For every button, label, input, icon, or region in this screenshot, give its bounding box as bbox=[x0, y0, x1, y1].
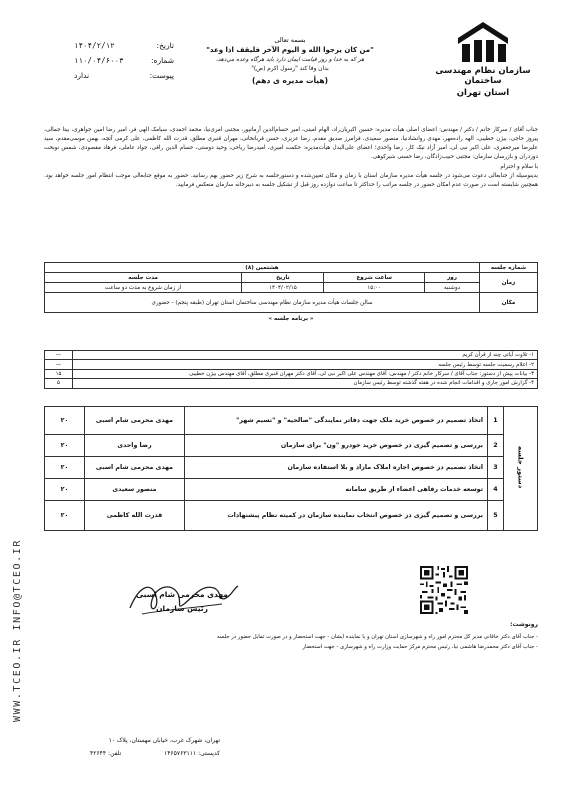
invitation-text: بدینوسیله از جنابعالی دعوت می‌شود در جلسه هیأت مدیره سازمان استان با زمان و مکان تعیین‌شده و دستورجلسه به شرح زیر حضور بهم رسانید. حضور به موقع جنابعالی موجب انتظام امور جلسه خواهد بود. همچنین شایسته است در صورت عدم امکان حضور در جلسه مراتب را حداکثر تا ساعت دوازده روز قبل از تشکیل جلسه به دبیرخانه سازمان منعکس فرمایید. bbox=[44, 173, 538, 188]
decision-subject: بررسی و تصمیم گیری در خصوص خرید خودرو "ون" برای سازمان bbox=[185, 435, 488, 457]
agenda-min: — bbox=[45, 351, 73, 360]
decision-number: 4 bbox=[488, 479, 504, 501]
decision-number: 5 bbox=[488, 501, 504, 531]
decision-subject: بررسی و تصمیم گیری در خصوص انتخاب نماینده سازمان در کمیته نظام پیشنهادات bbox=[185, 501, 488, 531]
decision-presenter: رضا واحدی bbox=[85, 435, 185, 457]
decision-number: 1 bbox=[488, 407, 504, 435]
decision-row bbox=[45, 407, 538, 435]
date-value: ۱۴۰۴/۲/۱۲ bbox=[74, 41, 115, 50]
session-label: شماره جلسه bbox=[480, 263, 538, 273]
agenda-desc: ۴- گزارش امور جاری و اقدامات انجام شده در هفته گذشته توسط رئیس سازمان bbox=[73, 379, 538, 388]
organization-logo bbox=[428, 18, 538, 98]
decisions-table bbox=[44, 406, 538, 531]
place-value: سالن جلسات هیأت مدیره سازمان نظام مهندسی ساختمان استان تهران (طبقه پنجم) - حضوری bbox=[45, 293, 480, 313]
number-value: ۱۱۰/۰۴/۶۰۰۳ bbox=[74, 56, 124, 65]
signature-scribble-icon bbox=[122, 574, 242, 624]
postal-label: کدپستی: bbox=[198, 750, 220, 757]
agenda-min: ۱۵ bbox=[45, 369, 73, 378]
agenda-list bbox=[44, 350, 538, 389]
place-row bbox=[45, 293, 538, 313]
col-day: روز bbox=[425, 273, 480, 283]
phone-value: ۴۲۶۴۴ bbox=[90, 750, 107, 757]
building-logo-icon bbox=[454, 18, 512, 64]
col-start: ساعت شروع bbox=[324, 273, 425, 283]
letter-meta bbox=[74, 38, 174, 83]
greeting-text: با سلام و احترام bbox=[500, 164, 538, 170]
decision-duration: ۲۰ bbox=[45, 457, 85, 479]
motto: بدان وفا كند "رسول اكرم (ص)" bbox=[251, 66, 329, 72]
agenda-item bbox=[45, 369, 538, 378]
place-label: مکان bbox=[480, 293, 538, 313]
letter-body bbox=[44, 126, 538, 190]
decision-number: 3 bbox=[488, 457, 504, 479]
meeting-info-table bbox=[44, 262, 538, 324]
decision-subject: توسعه خدمات رفاهی اعضاء از طریق سامانه bbox=[185, 479, 488, 501]
decision-row bbox=[45, 479, 538, 501]
agenda-item bbox=[45, 379, 538, 388]
side-website-strip bbox=[6, 470, 28, 790]
agenda-min: ۵ bbox=[45, 379, 73, 388]
agenda-min: — bbox=[45, 360, 73, 369]
org-name-line1: سازمان نظام مهندسی ساختمان bbox=[435, 66, 531, 86]
decision-duration: ۲۰ bbox=[45, 435, 85, 457]
decision-presenter: مهدی محرمی شام اسبی bbox=[85, 407, 185, 435]
time-value-row bbox=[45, 283, 538, 293]
attachment-row bbox=[74, 68, 174, 83]
col-date: تاریخ bbox=[242, 273, 324, 283]
signer-role: رئیس سازمان bbox=[156, 604, 208, 613]
agenda-desc: ۱- تلاوت آیاتی چند از قرآن کریم bbox=[73, 351, 538, 360]
session-value: هشتمین (۸) bbox=[45, 263, 480, 273]
agenda-desc: ۲- اعلام رسمیت جلسه توسط رئیس جلسه bbox=[73, 360, 538, 369]
copy-line: - جناب آقای دکتر محمدرضا هاشمی نیا، رئیس محترم مرکز حمایت وزارت راه و شهرسازی - جهت استحضار bbox=[302, 644, 538, 650]
verse: "من كان يرجوا الله و اليوم الآخر فليقف اذا وعد" bbox=[206, 46, 374, 54]
decision-presenter: قدرت الله کاظمی bbox=[85, 501, 185, 531]
attachment-label: پیوست: bbox=[149, 71, 174, 80]
decision-duration: ۲۰ bbox=[45, 479, 85, 501]
date-cell: ۱۴۰۴/۰۲/۱۵ bbox=[242, 283, 324, 293]
recipients-text: جناب آقای / سرکار خانم / دکتر / مهندس: اعضای اصلی هیأت مدیره: حسین اکبریان‌راد، الهام امینی، امیر حسام‌الدین آرمانپور، مجتبی امری‌نیا، محمد احمدی، سیامک الهی فر، امیر رضا امین جواهری، بیتا جمالی، پیروز حاجی، بیژن خطیبی، الهه راده‌مهر، مهدی روانشادنیا، منصور سعیدی، فرامرز صدیق مقدم، رضا عزیزی، حسن قربانخانی، مهران قنبری مطلق، قدرت الله کاظمی، علی کرمی آتچه، بهمن موسی‌مقدم، سید علیرضا میرجعفری، علی اکبر نبی لی، امیر آزاد نیک کار، رضا واحدی؛ اعضای علی‌البدل هیأت‌مدیره: حکمت امیری، امیدرضا ریاحی، وحید دوستی، حسام الدین راقی، جواد عاملی، فرهاد مقصودی، شمس نوبخت دوردران و بازرسان سازمان: مجتبی حبیب‌زادگان، رضا حسنی شیرکوهی. bbox=[44, 127, 538, 160]
decision-row bbox=[45, 457, 538, 479]
copy-line: - جناب آقای دکتر خاقانی مدیر کل محترم امور راه و شهرسازی استان تهران و یا نماینده ایشان - جهت استحضار و در صورت تمایل حضور در جلسه bbox=[217, 634, 538, 640]
org-name-line2: استان تهران bbox=[456, 88, 510, 98]
date-label: تاریخ: bbox=[156, 41, 174, 50]
postal-value: ۱۴۶۵۷۶۳۱۱۱ bbox=[163, 750, 197, 757]
decision-row bbox=[45, 435, 538, 457]
number-label: شماره: bbox=[151, 56, 174, 65]
number-row bbox=[74, 53, 174, 68]
copies-section bbox=[120, 620, 538, 652]
time-header-row bbox=[45, 273, 538, 283]
decisions-vertical-label: دستور جلسه bbox=[504, 407, 538, 531]
agenda-item bbox=[45, 351, 538, 360]
letter-header bbox=[170, 36, 410, 85]
decision-presenter: منصور سعیدی bbox=[85, 479, 185, 501]
decision-number: 2 bbox=[488, 435, 504, 457]
signer-name: مهدی محرمی شام اسبی bbox=[136, 590, 228, 599]
decision-subject: اتخاذ تصمیم در خصوص اجاره املاک مازاد و بلا استفاده سازمان bbox=[185, 457, 488, 479]
footer-contact bbox=[90, 747, 220, 760]
agenda-title: « برنامه جلسه » bbox=[268, 316, 314, 322]
phone-label: تلفن: bbox=[108, 750, 122, 757]
hadith: هر كه به خدا و روز قيامت ايمان دارد بايد هرگاه وعده مي‌دهد، bbox=[215, 57, 365, 63]
footer-address: تهران، شهرک غرب، خیابان مهستان، پلاک ۱۰ bbox=[108, 737, 220, 744]
day-value: دوشنبه bbox=[425, 283, 480, 293]
decision-duration: ۲۰ bbox=[45, 501, 85, 531]
agenda-title-row bbox=[45, 313, 538, 324]
website-text: WWW.TCEO.IR INFO@TCEO.IR bbox=[11, 538, 23, 722]
qr-code-icon bbox=[420, 566, 468, 614]
duration-value: از زمان شروع به مدت دو ساعت bbox=[45, 283, 242, 293]
attachment-value: ندارد bbox=[74, 71, 90, 80]
decision-row bbox=[45, 501, 538, 531]
col-duration: مدت جلسه bbox=[45, 273, 242, 283]
session-row bbox=[45, 263, 538, 273]
bismillah: بسمه تعالی bbox=[274, 36, 306, 44]
letter-footer bbox=[90, 734, 220, 760]
decision-subject: اتخاذ تصمیم در خصوص خرید ملک جهت دفاتر نمایندگی "صالحیه" و "نسیم شهر" bbox=[185, 407, 488, 435]
date-row bbox=[74, 38, 174, 53]
time-label: زمان bbox=[480, 273, 538, 293]
decision-presenter: مهدی محرمی شام اسبی bbox=[85, 457, 185, 479]
copies-heading: رونوشت: bbox=[510, 621, 538, 628]
decision-duration: ۲۰ bbox=[45, 407, 85, 435]
agenda-item bbox=[45, 360, 538, 369]
agenda-desc: ۳- بیانات پیش از دستور: جناب آقای / سرکار خانم دکتر / مهندس: آقای مهندس علی اکبر نبی لی، آقای دکتر مهران قنبری مطلق، آقای مهندس بیژن خطیبی bbox=[73, 369, 538, 378]
board-title: (هيأت مديره ی دهم) bbox=[252, 76, 328, 85]
start-value: ۱۵:۰۰ bbox=[324, 283, 425, 293]
